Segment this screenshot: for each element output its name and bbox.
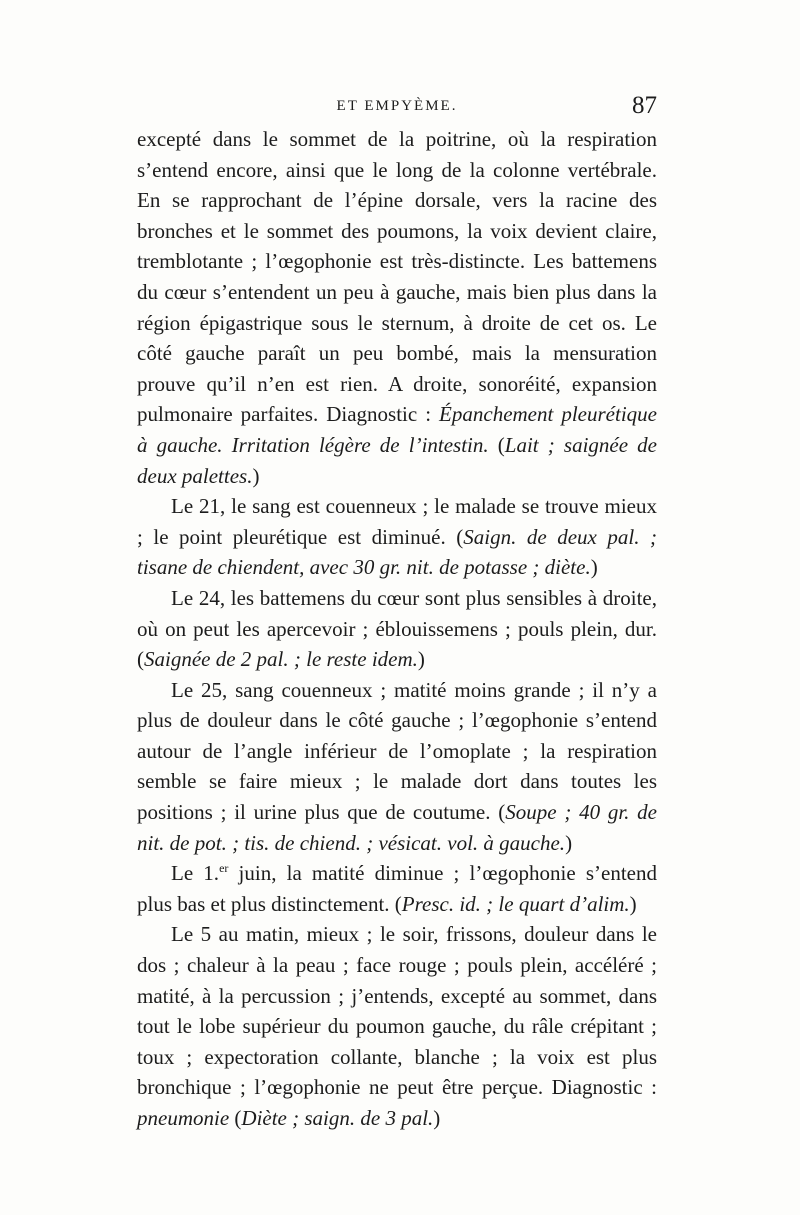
paragraph [137, 858, 657, 919]
italic-text: Diète ; saign. de 3 pal. [241, 1106, 434, 1130]
italic-text: Épanchement pleurétique à gauche. Irritation légère de l’intestin. [137, 402, 657, 457]
italic-text: pneumonie [137, 1106, 230, 1130]
roman-text: juin, la matité diminue ; l’œgophonie s’entend plus bas et plus distinctement. ( [137, 861, 657, 916]
roman-text: Le 24, les battemens du cœur sont plus sensibles à droite, où on peut les apercevoir ; éblouissemens ; pouls plein, dur. ( [137, 585, 657, 672]
italic-text: Saign. de deux pal. ; tisane de chiendent, avec 30 gr. nit. de potasse ; diète. [137, 524, 658, 580]
roman-text: ) [629, 891, 637, 916]
italic-text: Lait ; saignée de deux palettes. [137, 432, 658, 488]
paragraph [137, 675, 657, 859]
page-header [137, 92, 657, 124]
italic-text: Presc. id. ; le quart d’alim. [401, 891, 630, 916]
page-number: 87 [632, 92, 657, 119]
italic-text: Saignée de 2 pal. ; le reste idem. [144, 647, 418, 672]
roman-text: Le 1. [171, 861, 220, 886]
roman-text: ) [433, 1106, 441, 1130]
roman-text: ( [229, 1106, 242, 1130]
roman-text: ) [590, 555, 598, 580]
superscript-text: er [219, 861, 229, 876]
roman-text: ) [565, 830, 573, 855]
body-text [137, 124, 657, 1134]
roman-text: Le 21, le sang est couenneux ; le malade se trouve mieux ; le point pleurétique est diminué. ( [137, 494, 657, 549]
paragraph [137, 583, 657, 675]
roman-text: ) [252, 463, 260, 488]
roman-text: ( [488, 432, 505, 457]
roman-text: Le 25, sang couenneux ; matité moins grande ; il n’y a plus de douleur dans le côté gauche ; l’œgophonie s’entend autour de l’angle inférieur de l’omoplate ; la respiration semble se faire mieux ; le malade dort dans toutes les positions ; il urine plus que de coutume. ( [137, 677, 657, 825]
paragraph [137, 919, 657, 1133]
italic-text: Soupe ; 40 gr. de nit. de pot. ; tis. de chiend. ; vésicat. vol. à gauche. [137, 800, 658, 855]
running-title: ET EMPYÈME. [336, 98, 458, 114]
paragraph [137, 124, 657, 491]
roman-text: Le 5 au matin, mieux ; le soir, frissons, douleur dans le dos ; chaleur à la peau ; face rouge ; pouls plein, accéléré ; matité, à la percussion ; j’entends, excepté au sommet, dans tout le lobe supérieur du poumon gauche, du râle crépitant ; toux ; expectoration collante, blanche ; la voix est plus bronchique ; l’œgophonie ne peut être perçue. Diagnostic : [137, 922, 657, 1100]
paragraph [137, 491, 657, 583]
roman-text: ) [417, 647, 425, 672]
roman-text: excepté dans le sommet de la poitrine, où la respiration s’entend encore, ainsi que le long de la colonne vertébrale. En se rapprochant de l’épine dorsale, vers la racine des bronches et le sommet des poumons, la voix devient claire, tremblotante ; l’œgophonie est très-distincte. Les battemens du cœur s’entendent un peu à gauche, mais bien plus dans la région épigastrique sous le sternum, à droite de cet os. Le côté gauche paraît un peu bombé, mais la mensuration prouve qu’il n’en est rien. A droite, sonoréité, expansion pulmonaire parfaites. Diagnostic : [137, 127, 657, 427]
